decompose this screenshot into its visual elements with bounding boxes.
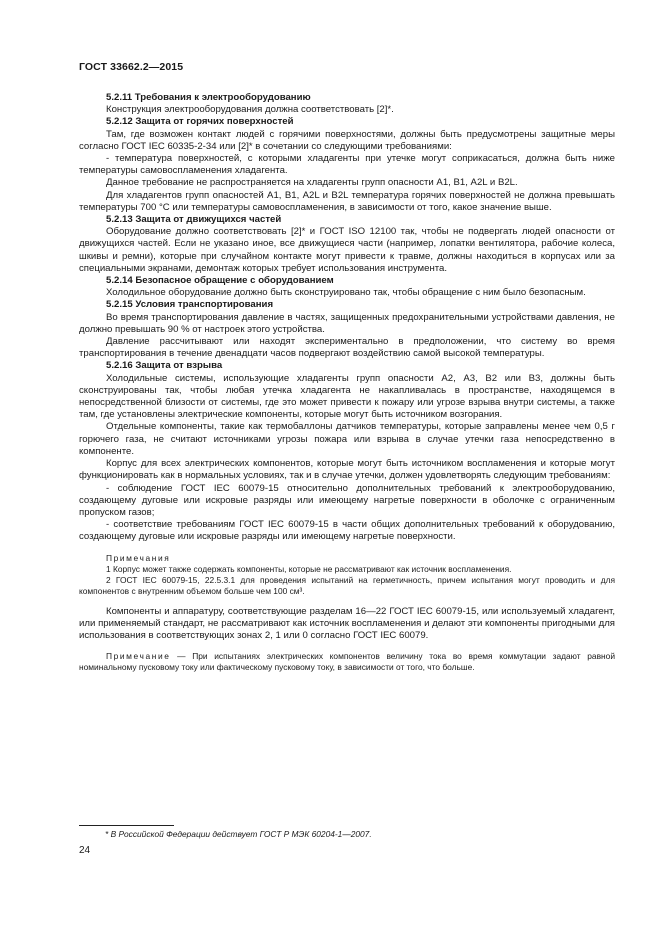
footnote-divider [79, 825, 174, 826]
paragraph: Данное требование не распространяется на хладагенты групп опасности А1, В1, А2L и В2L. [106, 177, 518, 189]
paragraph: Там, где возможен контакт людей с горячими поверхностями, должны быть предусмотрены защитные меры согласно ГОСТ IEC 60335-2-34 или [2]* в сочетании со следующими требованиями: [79, 128, 615, 152]
list-item: - температура поверхностей, с которыми хладагенты при утечке могут соприкасаться, должна быть ниже температуры самовоспламенения хладагента. [79, 153, 615, 177]
section-heading: 5.2.15 Условия транспортирования [106, 299, 274, 311]
paragraph: Давление рассчитывают или находят экспериментально в предположении, что систему во время транспортирования в течение двенадцати часов подвергают воздействию самой высокой температуры. [79, 336, 615, 360]
page-number: 24 [79, 845, 91, 856]
final-note [79, 651, 615, 673]
paragraph: Холодильные системы, использующие хладагенты групп опасности А2, А3, В2 или В3, должны быть сконструированы так, чтобы любая утечка хладагента не накапливалась в пространстве, находящемся в непосредственной близости от системы, где это может привести к пожару или угрозе взрыва внутри системы, а также там, где установлены электрические компоненты, которые могут быть источником возгорания. [79, 372, 615, 421]
section-heading: 5.2.11 Требования к электрооборудованию [106, 92, 311, 103]
paragraph: Конструкция электрооборудования должна соответствовать [2]*. [106, 104, 394, 116]
paragraph: Холодильное оборудование должно быть сконструировано так, чтобы обращение с ним было безопасным. [106, 287, 586, 299]
list-item: - соблюдение ГОСТ IEC 60079-15 относительно дополнительных требований к электрооборудованию, создающему дуговые или искровые разряды или имеющему нагретые поверхности в оболочке с ограниченным пропуском газов; [79, 482, 615, 518]
section-heading: 5.2.13 Защита от движущихся частей [106, 214, 282, 226]
note-item: 2 ГОСТ IEC 60079-15, 22.5.3.1 для проведения испытаний на герметичность, причем испытания могут проводить и для компонентов с внутренним объемом больше чем 100 см³. [79, 574, 615, 596]
paragraph: Компоненты и аппаратуру, соответствующие разделам 16—22 ГОСТ IEC 60079-15, или используемый хладагент, или применяемый стандарт, не рассматривают как источник воспламенения и делают эти компоненты пригодными для использования в соответствующих зонах 2, 1 или 0 согласно ГОСТ IEC 60079. [79, 605, 615, 641]
footnote: * В Российской Федерации действует ГОСТ Р МЭК 60204-1—2007. [105, 829, 372, 839]
paragraph: Во время транспортирования давление в частях, защищенных предохранительными устройствами давления, не должно превышать 90 % от настроек этого устройства. [79, 311, 615, 335]
final-note-text: — При испытаниях электрических компонентов величину тока во время коммутации задают равной номинальному пусковому току или фактическому пусковому току, в зависимости от того, что больше. [79, 651, 616, 673]
section-heading: 5.2.16 Защита от взрыва [106, 360, 223, 372]
note-item: 1 Корпус может также содержать компоненты, которые не рассматривают как источник воспламенения. [106, 563, 512, 574]
paragraph: Отдельные компоненты, такие как термобаллоны датчиков температуры, которые заправлены менее чем 0,5 г горючего газа, не считают источниками угрозы пожара или взрыва в случае утечки газа непосредственно в компоненте. [79, 421, 615, 457]
section-heading: 5.2.12 Защита от горячих поверхностей [106, 116, 294, 128]
paragraph: Для хладагентов групп опасностей А1, В1, А2L и В2L температура горячих поверхностей не должна превышать температуры 700 °С или температуры самовоспламенения, в зависимости от того, какое значение выше. [79, 189, 615, 213]
paragraph: Корпус для всех электрических компонентов, которые могут быть источником воспламенения и которые могут функционировать как в нормальных условиях, так и в случае утечки, должен удовлетворять следующим требованиям: [79, 458, 615, 482]
list-item: - соответствие требованиям ГОСТ IEC 60079-15 в части общих дополнительных требований к оборудованию, создающему дуговые или искровые разряды или имеющему нагретые поверхности. [79, 519, 615, 543]
page-header: ГОСТ 33662.2—2015 [79, 61, 184, 73]
notes-title: Примечания [106, 552, 171, 563]
final-note-label: Примечание [106, 651, 171, 662]
section-heading: 5.2.14 Безопасное обращение с оборудованием [106, 275, 334, 287]
document-body [79, 92, 615, 673]
paragraph: Оборудование должно соответствовать [2]* и ГОСТ ISO 12100 так, чтобы не подвергать людей опасности от движущихся частей. Если не указано иное, все движущиеся части (например, лопатки вентилятора, рабочие колеса, шкивы и ремни), которые при случайном контакте могут привести к травме, должны находиться в корпусах или за специальными экранами, демонтаж которых требует использования инструмента. [79, 226, 615, 274]
